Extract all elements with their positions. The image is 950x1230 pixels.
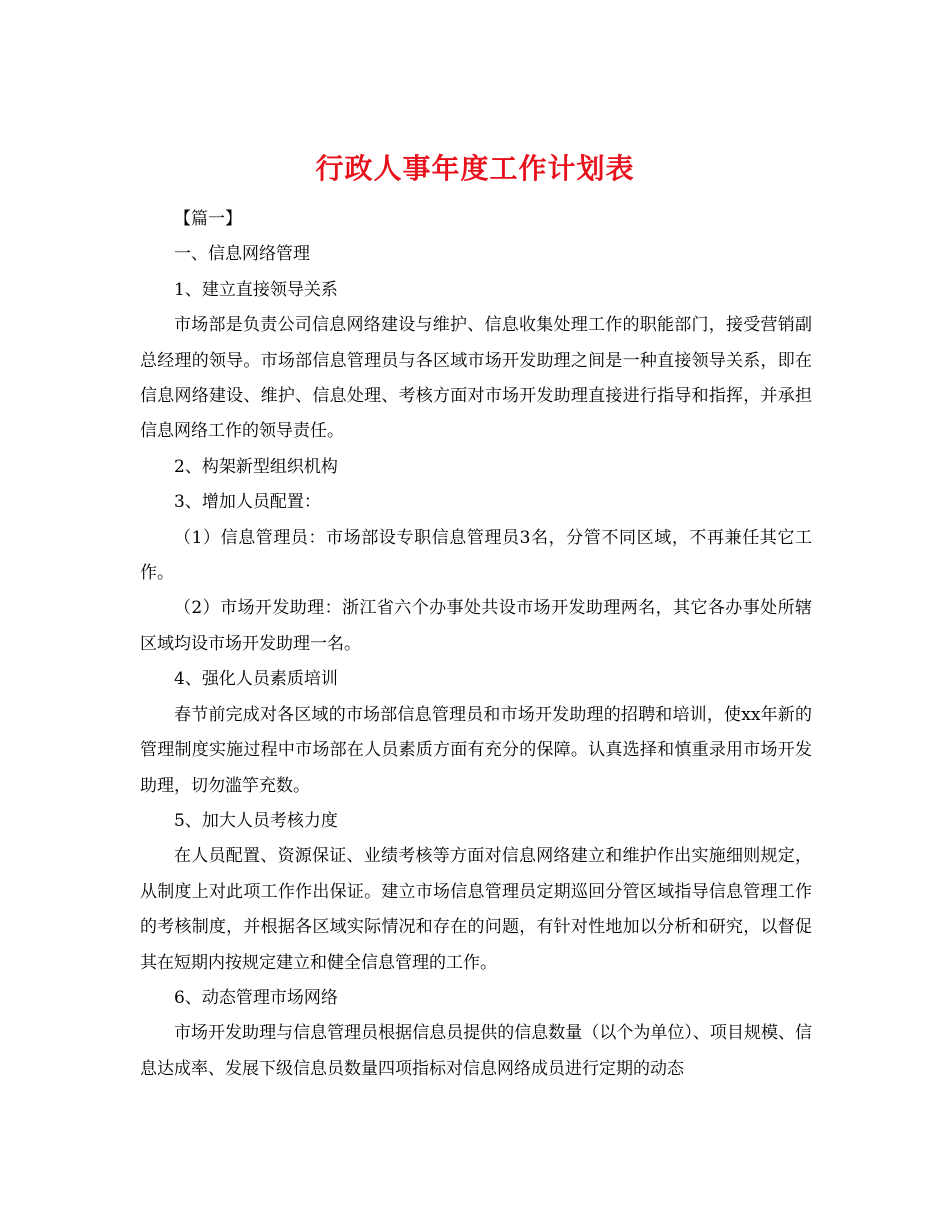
subheading-2: 2、构架新型组织机构	[174, 456, 338, 477]
heading-info-network: 一、信息网络管理	[174, 244, 310, 265]
paragraph-1: 市场部是负责公司信息网络建设与维护、信息收集处理工作的职能部门，接受营销副总经理的领导。市场部信息管理员与各区域市场开发助理之间是一种直接领导关系，即在信息网络建设、维护、信息处理、考核方面对市场开发助理直接进行指导和指挥，并承担信息网络工作的领导责任。	[140, 315, 812, 442]
subheading-3: 3、增加人员配置：	[174, 492, 321, 513]
paragraph-dynamic-management: 市场开发助理与信息管理员根据信息员提供的信息数量（以个为单位）、项目规模、信息达成率、发展下级信息员数量四项指标对信息网络成员进行定期的动态	[140, 1023, 812, 1079]
subheading-5: 5、加大人员考核力度	[174, 810, 338, 831]
paragraph-training: 春节前完成对各区域的市场部信息管理员和市场开发助理的招聘和培训，使xx年新的管理制度实施过程中市场部在人员素质方面有充分的保障。认真选择和慎重录用市场开发助理，切勿滥竽充数。	[140, 704, 812, 796]
subheading-1: 1、建立直接领导关系	[174, 279, 338, 300]
paragraph-staff-1: （1）信息管理员：市场部设专职信息管理员3名，分管不同区域，不再兼任其它工作。	[140, 527, 812, 584]
document-title: 行政人事年度工作计划表	[315, 151, 635, 185]
paragraph-staff-2: （2）市场开发助理：浙江省六个办事处共设市场开发助理两名，其它各办事处所辖区域均设市场开发助理一名。	[140, 598, 812, 654]
subheading-6: 6、动态管理市场网络	[174, 987, 338, 1008]
document-body	[140, 202, 812, 1087]
section-label: 【篇一】	[174, 209, 242, 229]
subheading-4: 4、强化人员素质培训	[174, 669, 338, 690]
paragraph-assessment: 在人员配置、资源保证、业绩考核等方面对信息网络建立和维护作出实施细则规定，从制度上对此项工作作出保证。建立市场信息管理员定期巡回分管区域指导信息管理工作的考核制度，并根据各区域实际情况和存在的问题，有针对性地加以分析和研究，以督促其在短期内按规定建立和健全信息管理的工作。	[140, 846, 812, 973]
